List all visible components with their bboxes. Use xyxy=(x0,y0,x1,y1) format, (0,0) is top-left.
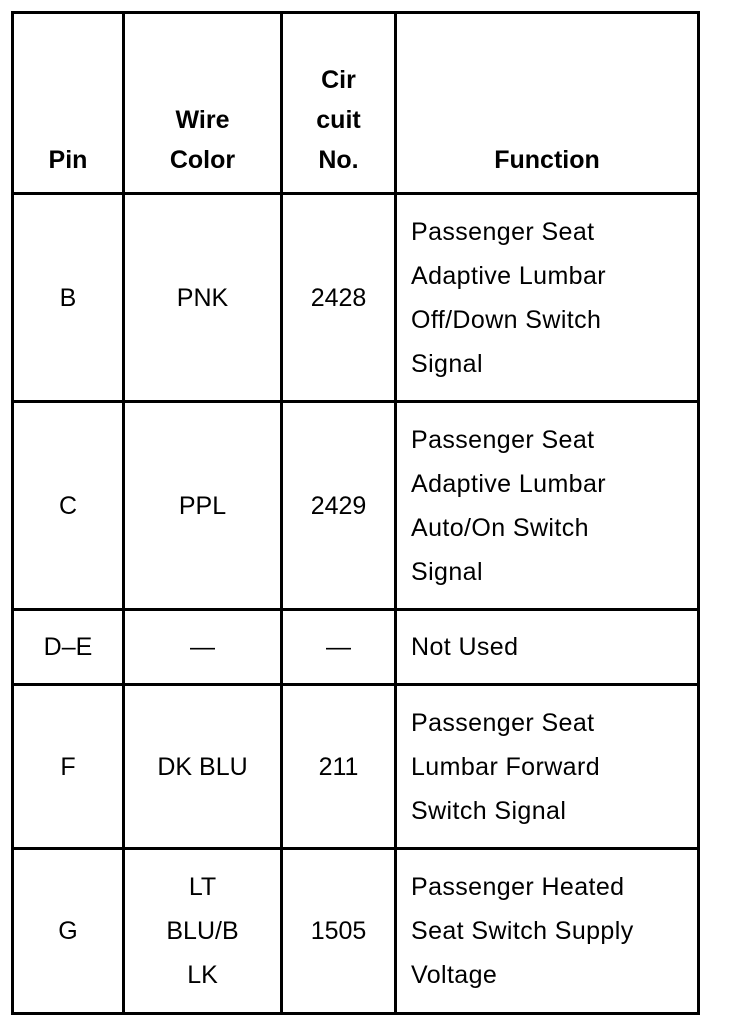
connector-pinout-table xyxy=(11,11,700,1015)
circuit-cell: 211 xyxy=(282,685,396,849)
header-circuit-no: Cir cuit No. xyxy=(282,13,396,194)
pin-cell: G xyxy=(13,849,124,1014)
table-row xyxy=(13,194,699,402)
pin-cell: F xyxy=(13,685,124,849)
function-cell: Not Used xyxy=(396,610,699,685)
circuit-cell: 1505 xyxy=(282,849,396,1014)
circuit-cell: 2428 xyxy=(282,194,396,402)
table-row xyxy=(13,610,699,685)
table-row xyxy=(13,685,699,849)
header-wire-color: Wire Color xyxy=(124,13,282,194)
circuit-cell: 2429 xyxy=(282,402,396,610)
table-row xyxy=(13,402,699,610)
header-pin: Pin xyxy=(13,13,124,194)
pin-cell: B xyxy=(13,194,124,402)
function-cell: Passenger Seat Lumbar Forward Switch Signal xyxy=(396,685,699,849)
pin-cell: C xyxy=(13,402,124,610)
function-cell: Passenger Heated Seat Switch Supply Voltage xyxy=(396,849,699,1014)
function-cell: Passenger Seat Adaptive Lumbar Off/Down Switch Signal xyxy=(396,194,699,402)
function-cell: Passenger Seat Adaptive Lumbar Auto/On Switch Signal xyxy=(396,402,699,610)
wire-color-cell: — xyxy=(124,610,282,685)
wire-color-cell: DK BLU xyxy=(124,685,282,849)
circuit-cell: — xyxy=(282,610,396,685)
pin-cell: D–E xyxy=(13,610,124,685)
header-function: Function xyxy=(396,13,699,194)
table-row xyxy=(13,849,699,1014)
wire-color-cell: LT BLU/B LK xyxy=(124,849,282,1014)
wire-color-cell: PPL xyxy=(124,402,282,610)
wire-color-cell: PNK xyxy=(124,194,282,402)
header-row xyxy=(13,13,699,194)
